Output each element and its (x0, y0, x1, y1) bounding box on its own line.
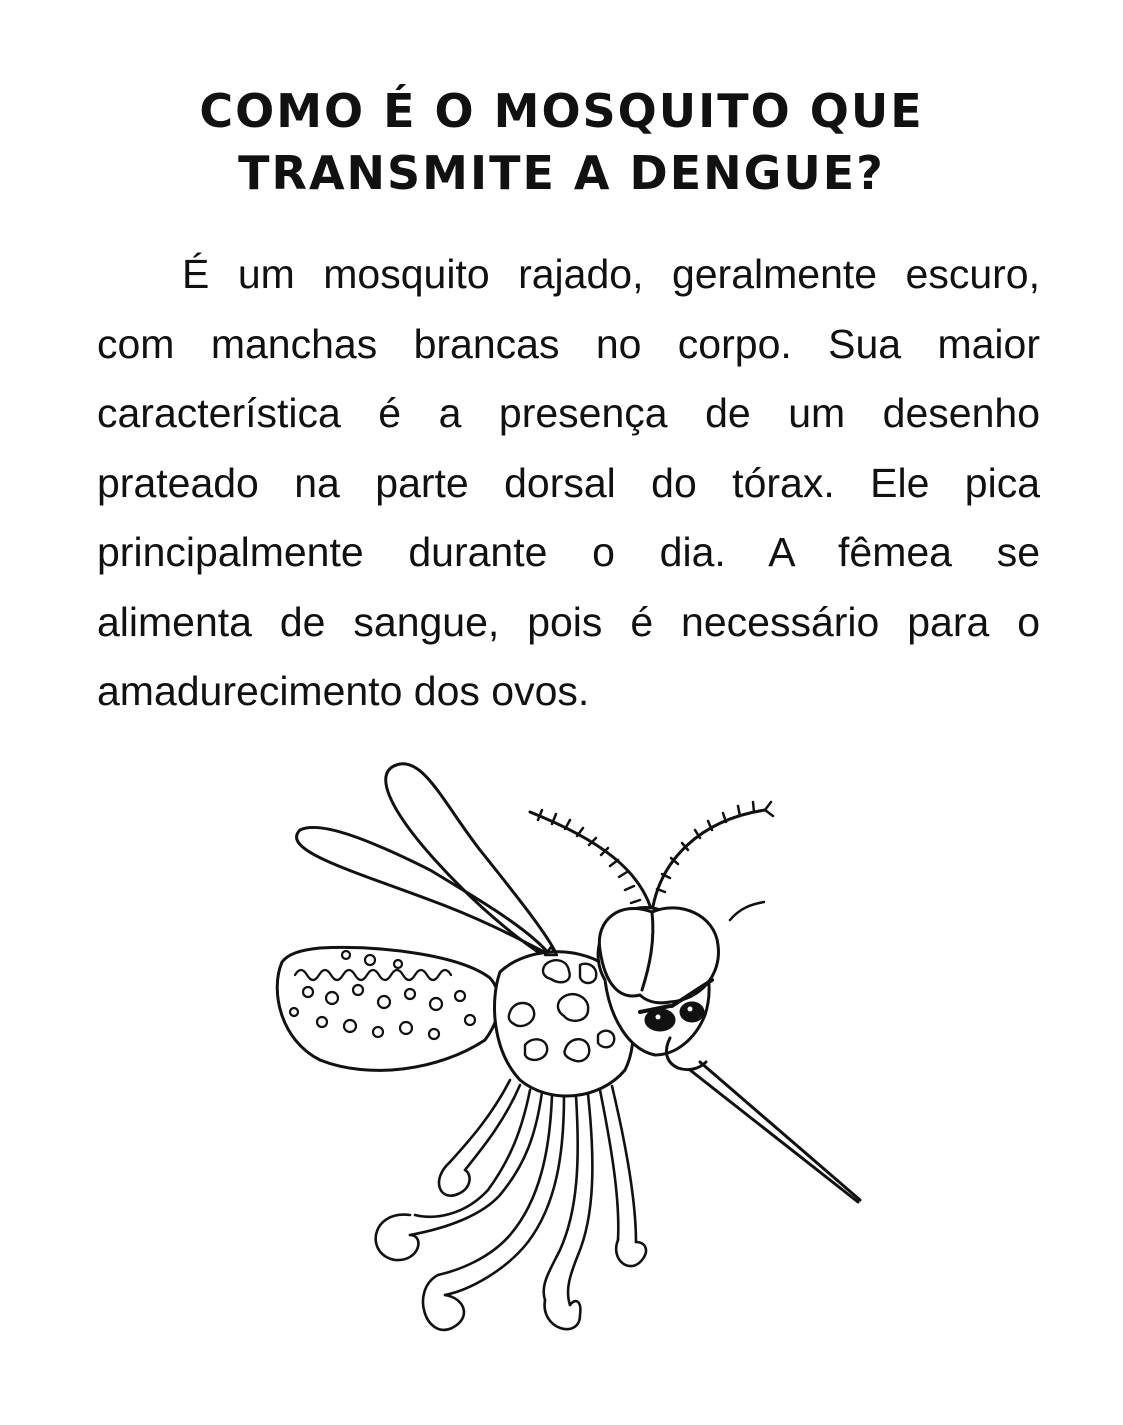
paragraph-line-2: com manchas brancas no corpo. Sua maior (97, 320, 1040, 367)
paragraph-line-5: principalmente durante o dia. A fêmea se (97, 529, 1040, 575)
body-paragraph (97, 240, 1040, 727)
paragraph-line-1: É um mosquito rajado, geralmente escuro, (182, 251, 1040, 297)
paragraph-line-6: alimenta de sangue, pois é necessário para o (97, 598, 1040, 645)
paragraph-line-7: amadurecimento dos ovos. (97, 668, 590, 714)
title-line-1: COMO É O MOSQUITO QUE (199, 84, 924, 138)
title-line-2: TRANSMITE A DENGUE? (238, 146, 885, 200)
mosquito-cartoon-icon (260, 750, 880, 1370)
page-title (60, 80, 1063, 204)
paragraph-line-3: característica é a presença de um desenho (97, 390, 1040, 436)
paragraph-line-4: prateado na parte dorsal do tórax. Ele pica (97, 459, 1040, 506)
